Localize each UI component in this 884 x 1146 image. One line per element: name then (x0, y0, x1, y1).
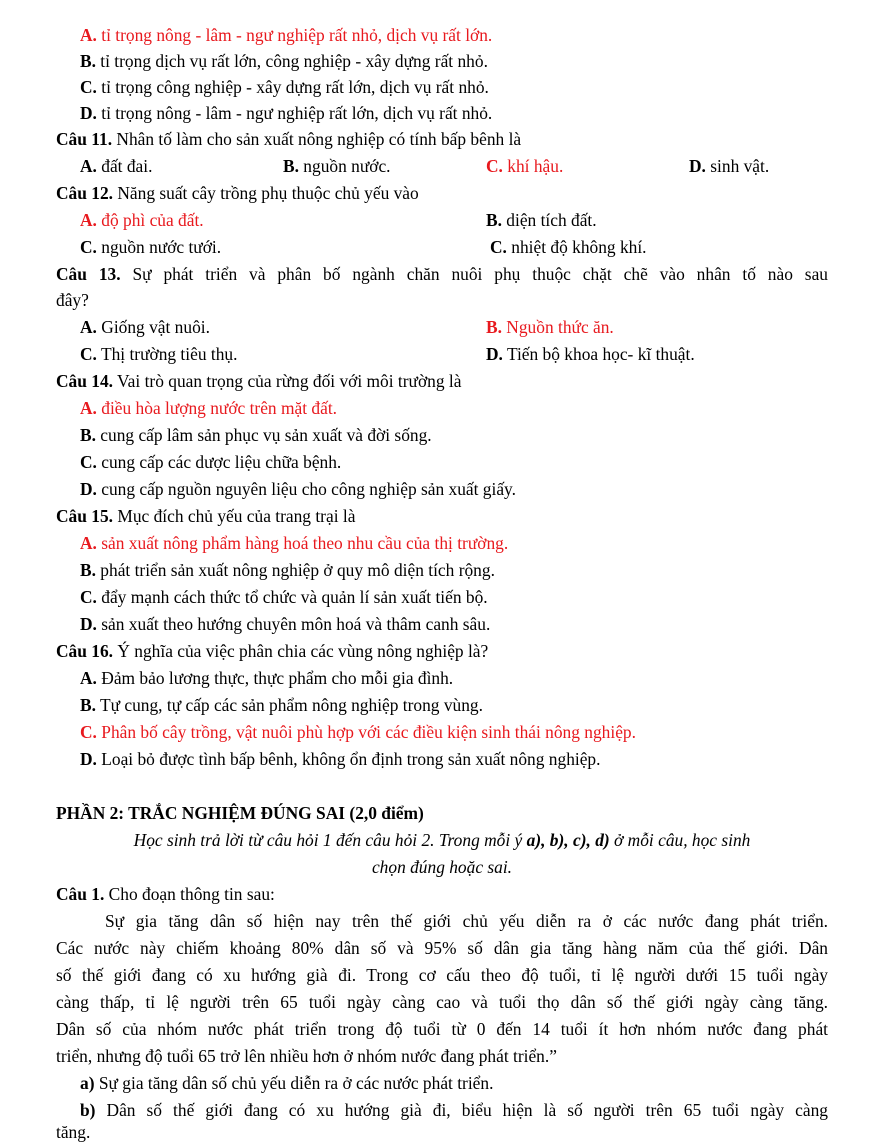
q13-option-d: D. Tiến bộ khoa học- kĩ thuật. (486, 344, 695, 364)
q12-option-b: B. diện tích đất. (486, 210, 597, 230)
q11-option-c: C. khí hậu. (486, 156, 564, 176)
q15-stem: Câu 15. Mục đích chủ yếu của trang trại là (56, 506, 356, 526)
q16-stem: Câu 16. Ý nghĩa của việc phân chia các vùng nông nghiệp là? (56, 641, 489, 661)
q12-stem: Câu 12. Năng suất cây trồng phụ thuộc chủ yếu vào (56, 183, 419, 203)
q10-option-a: A. tỉ trọng nông - lâm - ngư nghiệp rất nhỏ, dịch vụ rất lớn. (80, 25, 493, 45)
q12-option-a: A. độ phì của đất. (80, 210, 204, 230)
p2q1-stem: Câu 1. Cho đoạn thông tin sau: (56, 884, 275, 904)
q16-option-d: D. Loại bỏ được tình bấp bênh, không ổn định trong sản xuất nông nghiệp. (80, 749, 601, 769)
q16-option-b: B. Tự cung, tự cấp các sản phẩm nông nghiệp trong vùng. (80, 695, 483, 715)
q12-option-d: C. nhiệt độ không khí. (490, 237, 647, 257)
q16-option-a: A. Đảm bảo lương thực, thực phẩm cho mỗi gia đình. (80, 668, 454, 688)
passage-line: số thế giới đang có xu hướng già đi. Trong cơ cấu theo độ tuổi, tỉ lệ người dưới 15 tuổi ngày (56, 965, 828, 985)
q11-option-a: A. đất đai. (80, 156, 153, 176)
q14-option-c: C. cung cấp các dược liệu chữa bệnh. (80, 452, 342, 472)
passage-line: càng thấp, tỉ lệ người trên 65 tuổi ngày càng cao và tuổi thọ dân số thế giới ngày càng tăng. (56, 992, 828, 1012)
q13-option-b: B. Nguồn thức ăn. (486, 317, 614, 337)
part2-instruction: Học sinh trả lời từ câu hỏi 1 đến câu hỏi 2. Trong mỗi ý a), b), c), d) ở mỗi câu, học sinh (133, 830, 751, 850)
q11-stem: Câu 11. Nhân tố làm cho sản xuất nông nghiệp có tính bấp bênh là (56, 129, 522, 149)
passage-line: Dân số của nhóm nước phát triển trong độ tuổi từ 0 đến 14 tuổi ít hơn nhóm nước đang phát (56, 1019, 828, 1039)
q14-option-d: D. cung cấp nguồn nguyên liệu cho công nghiệp sản xuất giấy. (80, 479, 516, 499)
q14-option-b: B. cung cấp lâm sản phục vụ sản xuất và đời sống. (80, 425, 432, 445)
q13-option-a: A. Giống vật nuôi. (80, 317, 210, 337)
q10-option-b: B. tỉ trọng dịch vụ rất lớn, công nghiệp - xây dựng rất nhỏ. (80, 51, 488, 71)
passage-line: triển, nhưng độ tuổi 65 trở lên nhiều hơn ở nhóm nước đang phát triển.” (56, 1046, 557, 1066)
q10-option-d: D. tỉ trọng nông - lâm - ngư nghiệp rất lớn, dịch vụ rất nhỏ. (80, 103, 493, 123)
q16-option-c: C. Phân bố cây trồng, vật nuôi phù hợp với các điều kiện sinh thái nông nghiệp. (80, 722, 636, 742)
q15-option-d: D. sản xuất theo hướng chuyên môn hoá và thâm canh sâu. (80, 614, 491, 634)
p2q1-statement-b: b) Dân số thế giới đang có xu hướng già đi, biểu hiện là số người trên 65 tuổi ngày càng (80, 1100, 828, 1120)
q15-option-a: A. sản xuất nông phẩm hàng hoá theo nhu cầu của thị trường. (80, 533, 509, 553)
part2-heading: PHẦN 2: TRẮC NGHIỆM ĐÚNG SAI (2,0 điểm) (56, 803, 424, 823)
passage-line: Sự gia tăng dân số hiện nay trên thế giới chủ yếu diễn ra ở các nước đang phát triển. (105, 911, 828, 931)
q10-option-c: C. tỉ trọng công nghiệp - xây dựng rất lớn, dịch vụ rất nhỏ. (80, 77, 489, 97)
q11-option-d: D. sinh vật. (689, 156, 770, 176)
q14-option-a: A. điều hòa lượng nước trên mặt đất. (80, 398, 337, 418)
q15-option-b: B. phát triển sản xuất nông nghiệp ở quy mô diện tích rộng. (80, 560, 495, 580)
q15-option-c: C. đẩy mạnh cách thức tổ chức và quản lí sản xuất tiến bộ. (80, 587, 488, 607)
q12-option-c: C. nguồn nước tưới. (80, 237, 222, 257)
q14-stem: Câu 14. Vai trò quan trọng của rừng đối với môi trường là (56, 371, 462, 391)
q11-option-b: B. nguồn nước. (283, 156, 391, 176)
passage-line: Các nước này chiếm khoảng 80% dân số và 95% số dân gia tăng hàng năm của thế giới. Dân (56, 938, 828, 958)
p2q1-statement-b-continued: tăng. (56, 1122, 91, 1142)
q13-option-c: C. Thị trường tiêu thụ. (80, 344, 238, 364)
q13-stem-continued: đây? (56, 290, 89, 310)
p2q1-statement-a: a) Sự gia tăng dân số chủ yếu diễn ra ở các nước phát triển. (80, 1073, 494, 1093)
q13-stem: Câu 13. Sự phát triển và phân bố ngành chăn nuôi phụ thuộc chặt chẽ vào nhân tố nào sau (56, 264, 828, 284)
part2-instruction-continued: chọn đúng hoặc sai. (371, 857, 513, 877)
